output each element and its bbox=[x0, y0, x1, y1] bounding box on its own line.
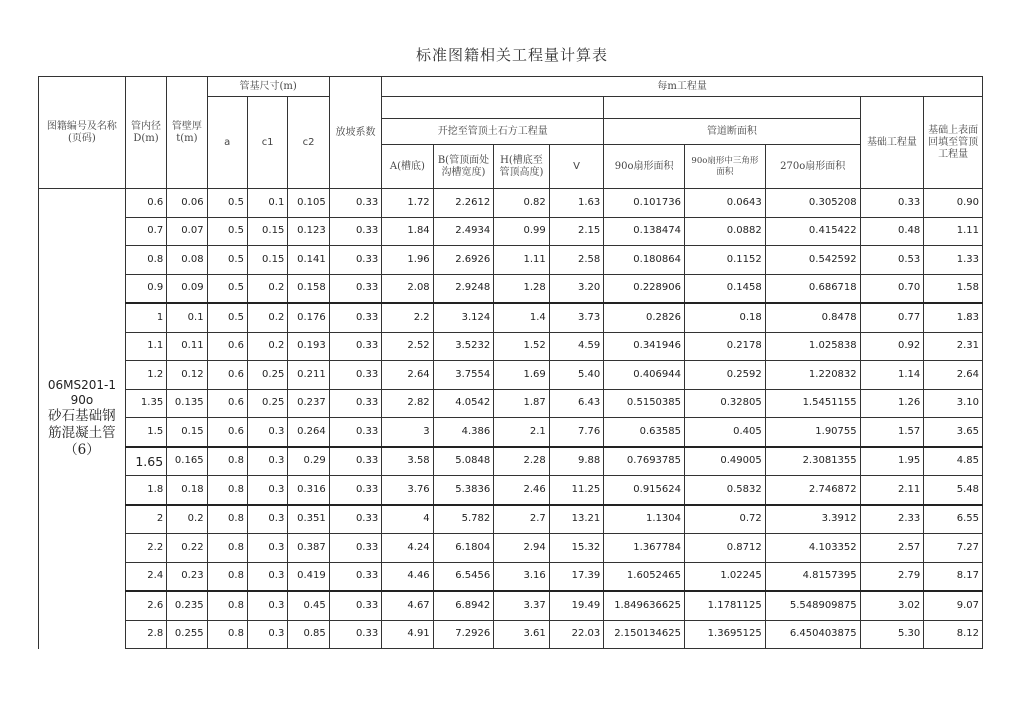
header-col-h: H(槽底至管顶高度) bbox=[494, 145, 550, 189]
cell-s90: 0.915624 bbox=[604, 476, 685, 505]
cell-tri: 0.2178 bbox=[685, 332, 766, 361]
cell-a: 1.84 bbox=[382, 217, 433, 246]
cell-back: 3.10 bbox=[924, 389, 983, 418]
cell-d: 0.6 bbox=[125, 189, 166, 218]
cell-b: 5.0848 bbox=[433, 447, 494, 476]
header-area-90-triangle: 90o扇形中三角形面积 bbox=[685, 145, 766, 189]
cell-a: 0.8 bbox=[207, 562, 247, 591]
cell-c2: 0.45 bbox=[288, 591, 329, 620]
header-area-90: 90o扇形面积 bbox=[604, 145, 685, 189]
cell-s90: 0.63585 bbox=[604, 418, 685, 447]
cell-a: 4.91 bbox=[382, 620, 433, 649]
cell-b: 3.7554 bbox=[433, 361, 494, 390]
cell-s270: 1.90755 bbox=[765, 418, 860, 447]
cell-t: 0.18 bbox=[167, 476, 207, 505]
table-row bbox=[39, 217, 983, 246]
table-row bbox=[39, 361, 983, 390]
cell-b: 3.5232 bbox=[433, 332, 494, 361]
cell-tri: 0.18 bbox=[685, 303, 766, 332]
cell-d: 2.4 bbox=[125, 562, 166, 591]
cell-c1: 0.3 bbox=[247, 562, 287, 591]
header-per-meter: 每m工程量 bbox=[382, 77, 983, 97]
cell-h: 2.94 bbox=[494, 534, 550, 563]
cell-s270: 2.746872 bbox=[765, 476, 860, 505]
drawing-page-code: 90o bbox=[70, 393, 94, 408]
cell-a: 2.52 bbox=[382, 332, 433, 361]
table-body bbox=[39, 189, 983, 649]
cell-a: 0.8 bbox=[207, 476, 247, 505]
cell-a: 0.8 bbox=[207, 620, 247, 649]
cell-found: 1.26 bbox=[860, 389, 924, 418]
header-col-v: V bbox=[549, 145, 604, 189]
cell-c1: 0.15 bbox=[247, 217, 287, 246]
cell-d: 2.8 bbox=[125, 620, 166, 649]
header-wall-thickness: 管壁厚t(m) bbox=[167, 77, 207, 189]
cell-back: 3.65 bbox=[924, 418, 983, 447]
cell-t: 0.255 bbox=[167, 620, 207, 649]
cell-d: 1.5 bbox=[125, 418, 166, 447]
cell-c2: 0.237 bbox=[288, 389, 329, 418]
table-row bbox=[39, 620, 983, 649]
cell-t: 0.08 bbox=[167, 246, 207, 275]
cell-found: 3.02 bbox=[860, 591, 924, 620]
cell-h: 3.16 bbox=[494, 562, 550, 591]
cell-tri: 0.49005 bbox=[685, 447, 766, 476]
cell-c2: 0.419 bbox=[288, 562, 329, 591]
table-row bbox=[39, 274, 983, 303]
cell-h: 1.87 bbox=[494, 389, 550, 418]
cell-v: 2.15 bbox=[549, 217, 604, 246]
cell-a: 0.5 bbox=[207, 274, 247, 303]
cell-b: 5.3836 bbox=[433, 476, 494, 505]
cell-found: 2.11 bbox=[860, 476, 924, 505]
cell-s90: 0.2826 bbox=[604, 303, 685, 332]
cell-v: 22.03 bbox=[549, 620, 604, 649]
cell-s270: 1.5451155 bbox=[765, 389, 860, 418]
cell-s90: 0.101736 bbox=[604, 189, 685, 218]
cell-b: 5.782 bbox=[433, 505, 494, 534]
cell-t: 0.2 bbox=[167, 505, 207, 534]
cell-h: 2.46 bbox=[494, 476, 550, 505]
cell-k: 0.33 bbox=[329, 361, 381, 390]
cell-k: 0.33 bbox=[329, 217, 381, 246]
cell-found: 1.14 bbox=[860, 361, 924, 390]
cell-s270: 3.3912 bbox=[765, 505, 860, 534]
cell-s270: 6.450403875 bbox=[765, 620, 860, 649]
cell-a: 0.5 bbox=[207, 217, 247, 246]
cell-c1: 0.25 bbox=[247, 361, 287, 390]
cell-t: 0.11 bbox=[167, 332, 207, 361]
cell-v: 3.20 bbox=[549, 274, 604, 303]
cell-s270: 5.548909875 bbox=[765, 591, 860, 620]
cell-b: 2.9248 bbox=[433, 274, 494, 303]
cell-v: 6.43 bbox=[549, 389, 604, 418]
cell-k: 0.33 bbox=[329, 389, 381, 418]
header-c2: c2 bbox=[288, 97, 329, 189]
table-row bbox=[39, 447, 983, 476]
header-a: a bbox=[207, 97, 247, 189]
cell-found: 1.57 bbox=[860, 418, 924, 447]
cell-c2: 0.193 bbox=[288, 332, 329, 361]
table-row bbox=[39, 246, 983, 275]
cell-a: 4.46 bbox=[382, 562, 433, 591]
cell-h: 3.37 bbox=[494, 591, 550, 620]
cell-found: 2.57 bbox=[860, 534, 924, 563]
cell-a: 0.8 bbox=[207, 505, 247, 534]
cell-found: 5.30 bbox=[860, 620, 924, 649]
cell-h: 0.82 bbox=[494, 189, 550, 218]
cell-d: 1.65 bbox=[125, 447, 166, 476]
cell-v: 3.73 bbox=[549, 303, 604, 332]
cell-found: 1.95 bbox=[860, 447, 924, 476]
cell-c2: 0.29 bbox=[288, 447, 329, 476]
cell-b: 6.1804 bbox=[433, 534, 494, 563]
cell-back: 2.64 bbox=[924, 361, 983, 390]
cell-back: 8.12 bbox=[924, 620, 983, 649]
cell-h: 1.69 bbox=[494, 361, 550, 390]
cell-tri: 0.1152 bbox=[685, 246, 766, 275]
cell-a: 0.5 bbox=[207, 246, 247, 275]
header-col-a: A(槽底) bbox=[382, 145, 433, 189]
header-foundation: 基础工程量 bbox=[860, 97, 924, 189]
cell-c2: 0.264 bbox=[288, 418, 329, 447]
cell-a: 3.76 bbox=[382, 476, 433, 505]
cell-d: 2.6 bbox=[125, 591, 166, 620]
cell-a: 3.58 bbox=[382, 447, 433, 476]
header-backfill: 基础上表面回填至管顶工程量 bbox=[924, 97, 983, 189]
cell-c1: 0.2 bbox=[247, 274, 287, 303]
cell-k: 0.33 bbox=[329, 620, 381, 649]
header-slope: 放坡系数 bbox=[329, 77, 381, 189]
table-row bbox=[39, 534, 983, 563]
cell-t: 0.1 bbox=[167, 303, 207, 332]
cell-c1: 0.2 bbox=[247, 332, 287, 361]
cell-c1: 0.3 bbox=[247, 447, 287, 476]
cell-b: 2.6926 bbox=[433, 246, 494, 275]
cell-a: 0.5 bbox=[207, 189, 247, 218]
cell-a: 4 bbox=[382, 505, 433, 534]
cell-d: 2.2 bbox=[125, 534, 166, 563]
drawing-name: 砂石基础钢筋混凝土管（6） bbox=[48, 408, 116, 459]
table-row bbox=[39, 303, 983, 332]
cell-k: 0.33 bbox=[329, 505, 381, 534]
header-area-270: 270o扇形面积 bbox=[765, 145, 860, 189]
cell-c1: 0.3 bbox=[247, 591, 287, 620]
cell-tri: 1.02245 bbox=[685, 562, 766, 591]
cell-s90: 1.367784 bbox=[604, 534, 685, 563]
cell-c1: 0.3 bbox=[247, 620, 287, 649]
cell-s270: 0.415422 bbox=[765, 217, 860, 246]
cell-h: 1.52 bbox=[494, 332, 550, 361]
cell-b: 3.124 bbox=[433, 303, 494, 332]
cell-c2: 0.316 bbox=[288, 476, 329, 505]
table-row bbox=[39, 591, 983, 620]
cell-tri: 0.0643 bbox=[685, 189, 766, 218]
cell-a: 2.82 bbox=[382, 389, 433, 418]
cell-back: 5.48 bbox=[924, 476, 983, 505]
cell-t: 0.135 bbox=[167, 389, 207, 418]
cell-b: 6.5456 bbox=[433, 562, 494, 591]
cell-v: 2.58 bbox=[549, 246, 604, 275]
cell-c1: 0.1 bbox=[247, 189, 287, 218]
cell-v: 19.49 bbox=[549, 591, 604, 620]
cell-found: 0.48 bbox=[860, 217, 924, 246]
cell-a: 1.96 bbox=[382, 246, 433, 275]
drawing-name-cell bbox=[39, 189, 126, 649]
cell-tri: 0.2592 bbox=[685, 361, 766, 390]
cell-s90: 0.228906 bbox=[604, 274, 685, 303]
cell-k: 0.33 bbox=[329, 246, 381, 275]
cell-found: 0.70 bbox=[860, 274, 924, 303]
cell-c2: 0.105 bbox=[288, 189, 329, 218]
cell-s90: 1.849636625 bbox=[604, 591, 685, 620]
cell-c1: 0.15 bbox=[247, 246, 287, 275]
header-col-b: B(管顶面处沟槽宽度) bbox=[433, 145, 494, 189]
cell-tri: 0.1458 bbox=[685, 274, 766, 303]
cell-a: 0.8 bbox=[207, 447, 247, 476]
cell-back: 1.83 bbox=[924, 303, 983, 332]
drawing-code: 06MS201-1 bbox=[47, 378, 116, 393]
cell-k: 0.33 bbox=[329, 189, 381, 218]
cell-c2: 0.211 bbox=[288, 361, 329, 390]
table-row bbox=[39, 332, 983, 361]
table-row bbox=[39, 418, 983, 447]
header-inner-diameter: 管内径D(m) bbox=[125, 77, 166, 189]
cell-d: 0.9 bbox=[125, 274, 166, 303]
cell-s270: 0.686718 bbox=[765, 274, 860, 303]
cell-c1: 0.3 bbox=[247, 476, 287, 505]
cell-back: 4.85 bbox=[924, 447, 983, 476]
cell-c2: 0.123 bbox=[288, 217, 329, 246]
cell-d: 1.35 bbox=[125, 389, 166, 418]
cell-s270: 0.542592 bbox=[765, 246, 860, 275]
cell-back: 7.27 bbox=[924, 534, 983, 563]
cell-t: 0.07 bbox=[167, 217, 207, 246]
cell-back: 2.31 bbox=[924, 332, 983, 361]
cell-d: 0.8 bbox=[125, 246, 166, 275]
cell-k: 0.33 bbox=[329, 447, 381, 476]
cell-t: 0.165 bbox=[167, 447, 207, 476]
quantity-table bbox=[38, 76, 983, 649]
table-row bbox=[39, 389, 983, 418]
header-c1: c1 bbox=[247, 97, 287, 189]
cell-b: 6.8942 bbox=[433, 591, 494, 620]
cell-a: 2.2 bbox=[382, 303, 433, 332]
cell-s90: 0.138474 bbox=[604, 217, 685, 246]
cell-d: 1.2 bbox=[125, 361, 166, 390]
cell-c2: 0.158 bbox=[288, 274, 329, 303]
cell-found: 0.33 bbox=[860, 189, 924, 218]
cell-a: 2.64 bbox=[382, 361, 433, 390]
cell-c1: 0.25 bbox=[247, 389, 287, 418]
cell-s270: 4.8157395 bbox=[765, 562, 860, 591]
cell-c2: 0.141 bbox=[288, 246, 329, 275]
cell-tri: 0.72 bbox=[685, 505, 766, 534]
header-drawing: 图籍编号及名称(页码) bbox=[39, 77, 126, 189]
cell-s270: 1.220832 bbox=[765, 361, 860, 390]
cell-h: 2.1 bbox=[494, 418, 550, 447]
cell-back: 0.90 bbox=[924, 189, 983, 218]
cell-a: 1.72 bbox=[382, 189, 433, 218]
cell-s270: 2.3081355 bbox=[765, 447, 860, 476]
cell-s270: 4.103352 bbox=[765, 534, 860, 563]
cell-found: 2.33 bbox=[860, 505, 924, 534]
cell-t: 0.12 bbox=[167, 361, 207, 390]
cell-tri: 0.0882 bbox=[685, 217, 766, 246]
cell-s90: 0.7693785 bbox=[604, 447, 685, 476]
cell-found: 0.77 bbox=[860, 303, 924, 332]
header-base-size: 管基尺寸(m) bbox=[207, 77, 329, 97]
cell-tri: 0.5832 bbox=[685, 476, 766, 505]
cell-c2: 0.85 bbox=[288, 620, 329, 649]
cell-h: 2.28 bbox=[494, 447, 550, 476]
table-row bbox=[39, 476, 983, 505]
cell-s270: 0.305208 bbox=[765, 189, 860, 218]
cell-h: 3.61 bbox=[494, 620, 550, 649]
cell-c1: 0.3 bbox=[247, 534, 287, 563]
cell-c1: 0.2 bbox=[247, 303, 287, 332]
cell-tri: 0.8712 bbox=[685, 534, 766, 563]
cell-b: 4.386 bbox=[433, 418, 494, 447]
cell-t: 0.22 bbox=[167, 534, 207, 563]
cell-a: 0.6 bbox=[207, 332, 247, 361]
cell-k: 0.33 bbox=[329, 562, 381, 591]
cell-b: 2.4934 bbox=[433, 217, 494, 246]
cell-found: 2.79 bbox=[860, 562, 924, 591]
cell-t: 0.23 bbox=[167, 562, 207, 591]
cell-tri: 0.405 bbox=[685, 418, 766, 447]
cell-s270: 0.8478 bbox=[765, 303, 860, 332]
cell-a: 0.8 bbox=[207, 534, 247, 563]
cell-v: 4.59 bbox=[549, 332, 604, 361]
header-excavation: 开挖至管顶土石方工程量 bbox=[382, 119, 604, 145]
cell-c1: 0.3 bbox=[247, 418, 287, 447]
cell-d: 1.1 bbox=[125, 332, 166, 361]
cell-s90: 0.5150385 bbox=[604, 389, 685, 418]
cell-v: 15.32 bbox=[549, 534, 604, 563]
cell-v: 13.21 bbox=[549, 505, 604, 534]
table-row bbox=[39, 189, 983, 218]
cell-h: 1.11 bbox=[494, 246, 550, 275]
cell-k: 0.33 bbox=[329, 591, 381, 620]
cell-s90: 1.1304 bbox=[604, 505, 685, 534]
cell-h: 1.28 bbox=[494, 274, 550, 303]
header-section-area: 管道断面积 bbox=[604, 119, 860, 145]
table-row bbox=[39, 562, 983, 591]
cell-t: 0.09 bbox=[167, 274, 207, 303]
cell-t: 0.06 bbox=[167, 189, 207, 218]
cell-a: 2.08 bbox=[382, 274, 433, 303]
page-title: 标准图籍相关工程量计算表 bbox=[415, 46, 608, 64]
cell-c2: 0.351 bbox=[288, 505, 329, 534]
cell-b: 2.2612 bbox=[433, 189, 494, 218]
cell-back: 1.33 bbox=[924, 246, 983, 275]
cell-tri: 0.32805 bbox=[685, 389, 766, 418]
cell-d: 1.8 bbox=[125, 476, 166, 505]
cell-back: 6.55 bbox=[924, 505, 983, 534]
cell-back: 1.58 bbox=[924, 274, 983, 303]
cell-a: 0.6 bbox=[207, 418, 247, 447]
cell-a: 0.6 bbox=[207, 389, 247, 418]
cell-t: 0.15 bbox=[167, 418, 207, 447]
cell-k: 0.33 bbox=[329, 534, 381, 563]
cell-c1: 0.3 bbox=[247, 505, 287, 534]
cell-v: 5.40 bbox=[549, 361, 604, 390]
cell-h: 0.99 bbox=[494, 217, 550, 246]
cell-a: 3 bbox=[382, 418, 433, 447]
cell-h: 1.4 bbox=[494, 303, 550, 332]
cell-s90: 0.341946 bbox=[604, 332, 685, 361]
cell-s270: 1.025838 bbox=[765, 332, 860, 361]
cell-b: 4.0542 bbox=[433, 389, 494, 418]
cell-d: 0.7 bbox=[125, 217, 166, 246]
cell-v: 1.63 bbox=[549, 189, 604, 218]
cell-s90: 2.150134625 bbox=[604, 620, 685, 649]
cell-a: 0.5 bbox=[207, 303, 247, 332]
cell-back: 1.11 bbox=[924, 217, 983, 246]
cell-tri: 1.1781125 bbox=[685, 591, 766, 620]
cell-back: 8.17 bbox=[924, 562, 983, 591]
cell-found: 0.53 bbox=[860, 246, 924, 275]
cell-v: 9.88 bbox=[549, 447, 604, 476]
cell-k: 0.33 bbox=[329, 274, 381, 303]
cell-k: 0.33 bbox=[329, 303, 381, 332]
cell-c2: 0.176 bbox=[288, 303, 329, 332]
cell-d: 2 bbox=[125, 505, 166, 534]
cell-s90: 0.406944 bbox=[604, 361, 685, 390]
cell-back: 9.07 bbox=[924, 591, 983, 620]
cell-k: 0.33 bbox=[329, 476, 381, 505]
cell-tri: 1.3695125 bbox=[685, 620, 766, 649]
cell-a: 4.67 bbox=[382, 591, 433, 620]
cell-k: 0.33 bbox=[329, 332, 381, 361]
cell-a: 0.8 bbox=[207, 591, 247, 620]
cell-a: 4.24 bbox=[382, 534, 433, 563]
cell-b: 7.2926 bbox=[433, 620, 494, 649]
cell-s90: 0.180864 bbox=[604, 246, 685, 275]
cell-v: 11.25 bbox=[549, 476, 604, 505]
cell-v: 7.76 bbox=[549, 418, 604, 447]
cell-d: 1 bbox=[125, 303, 166, 332]
cell-k: 0.33 bbox=[329, 418, 381, 447]
cell-a: 0.6 bbox=[207, 361, 247, 390]
cell-t: 0.235 bbox=[167, 591, 207, 620]
cell-found: 0.92 bbox=[860, 332, 924, 361]
cell-h: 2.7 bbox=[494, 505, 550, 534]
table-row bbox=[39, 505, 983, 534]
cell-v: 17.39 bbox=[549, 562, 604, 591]
cell-c2: 0.387 bbox=[288, 534, 329, 563]
cell-s90: 1.6052465 bbox=[604, 562, 685, 591]
